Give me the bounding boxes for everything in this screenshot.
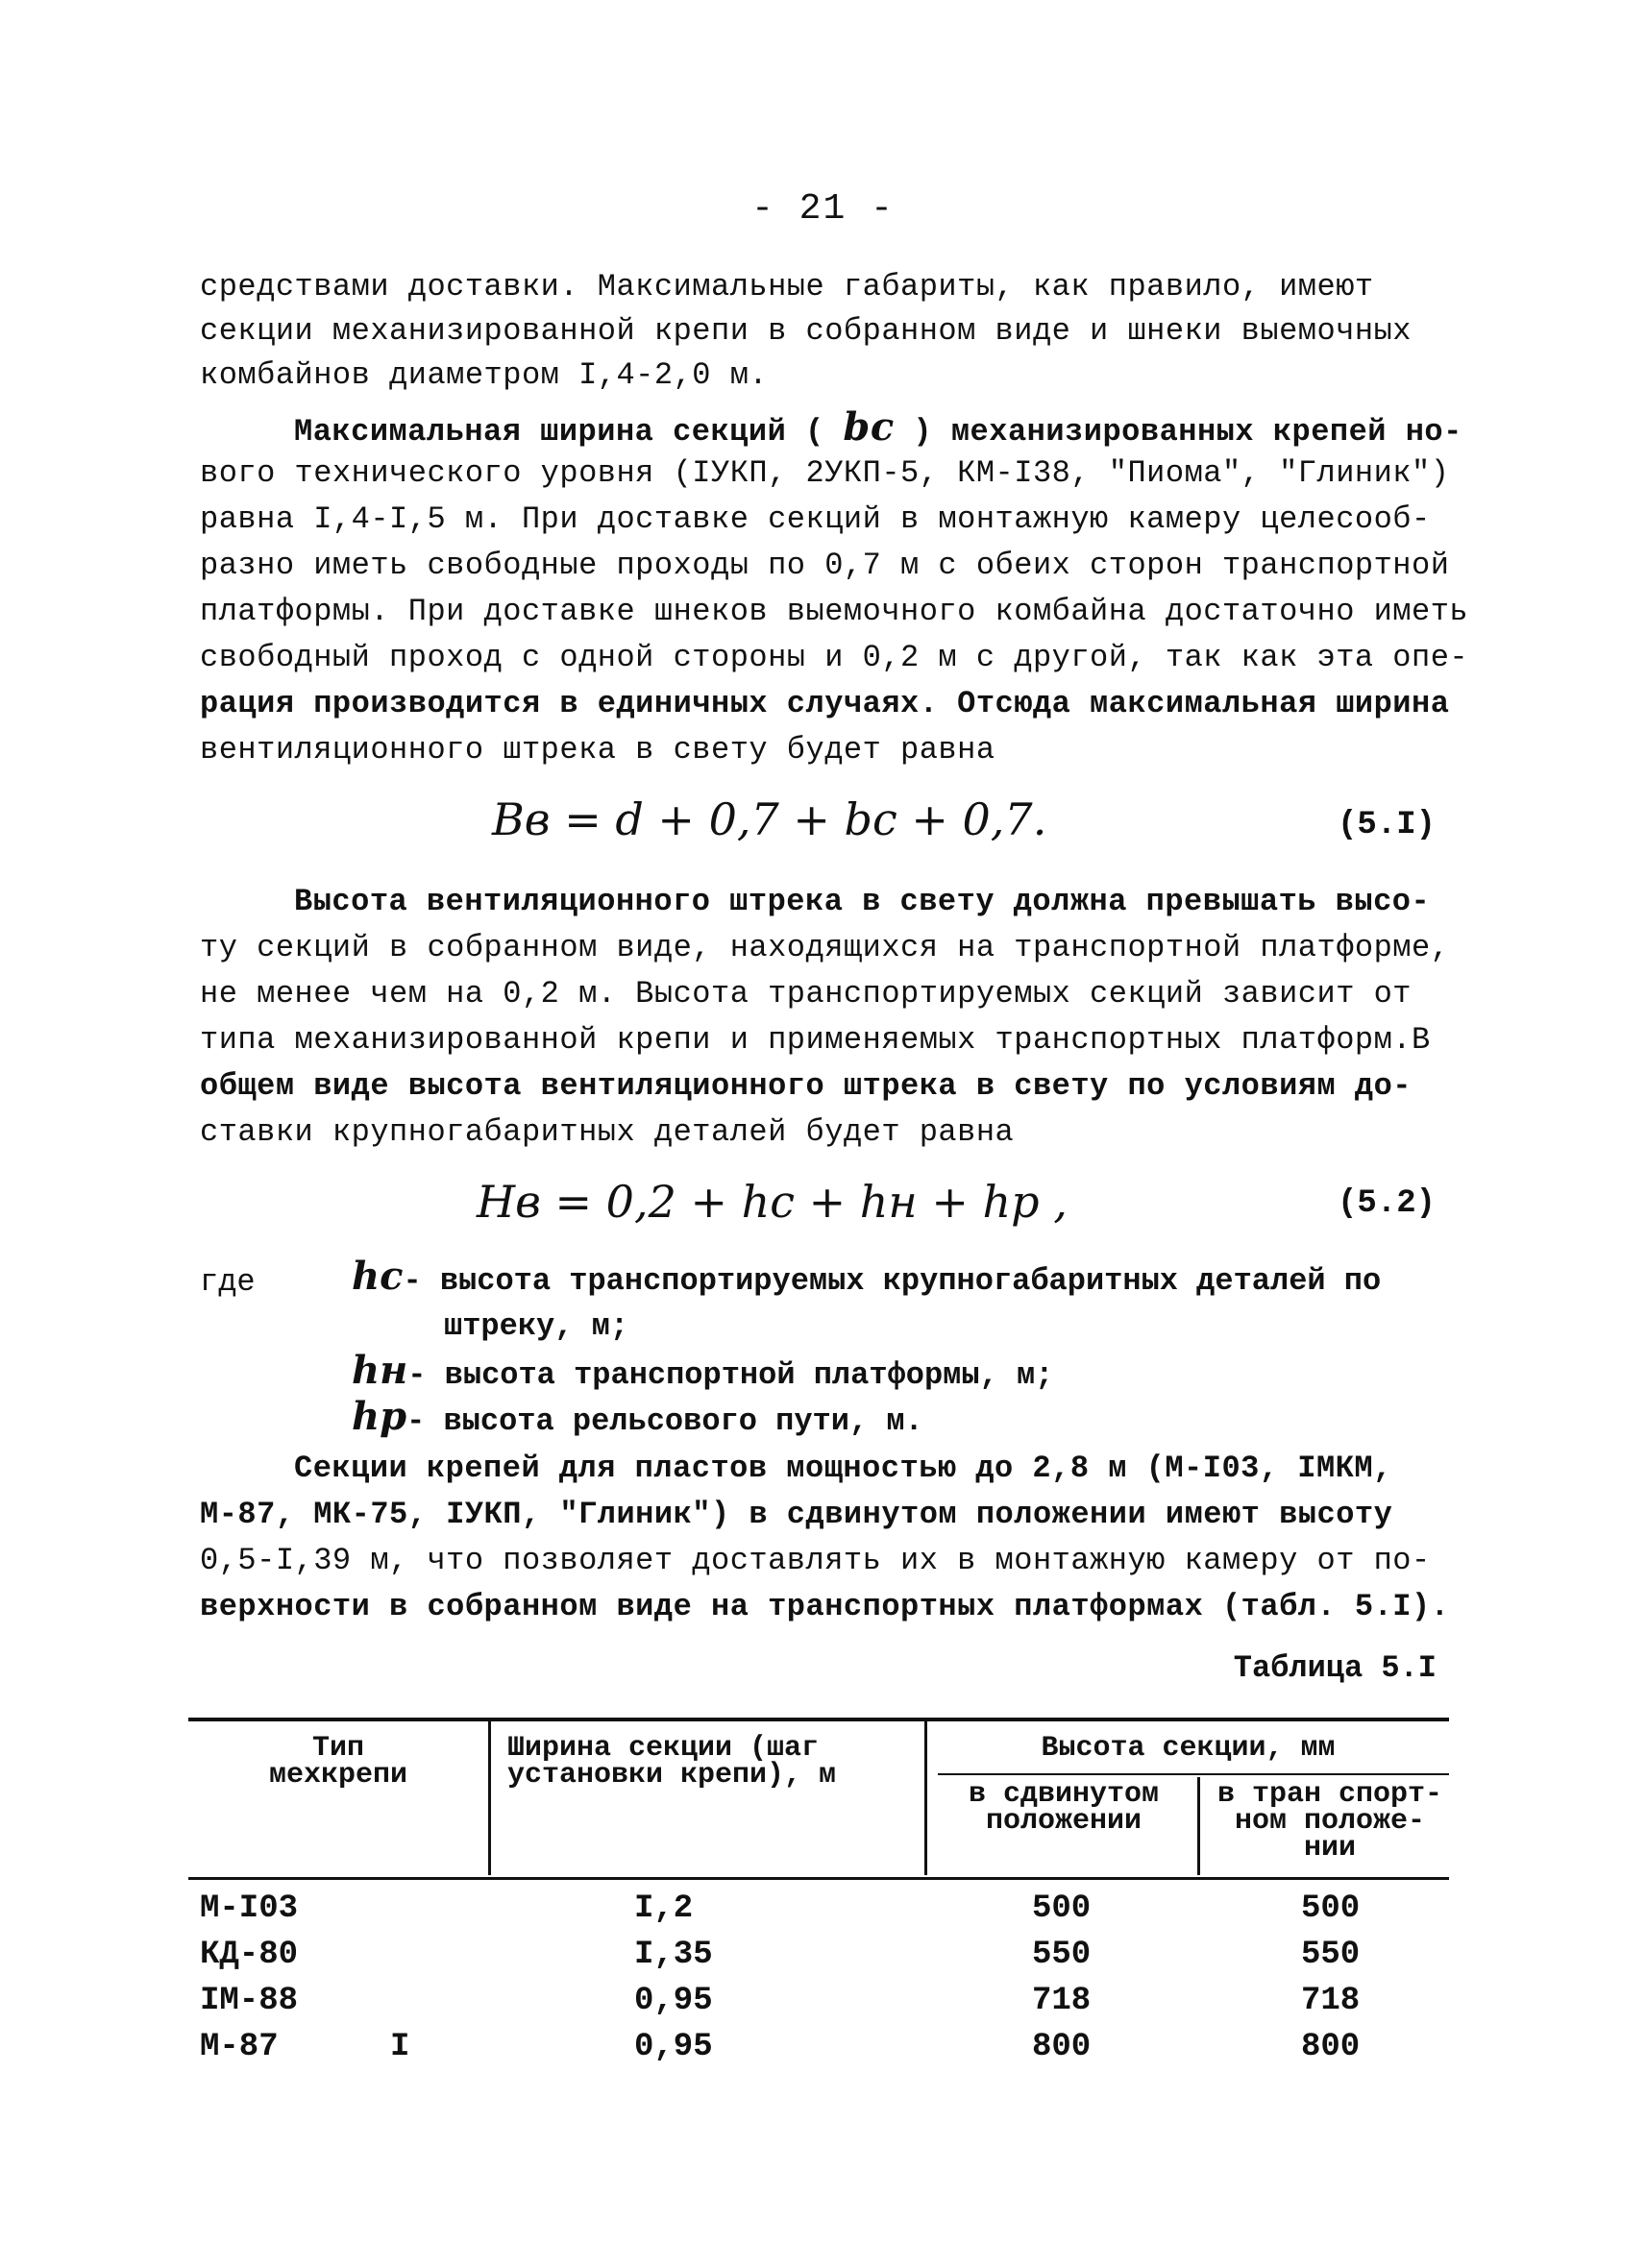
definition-hn — [352, 1349, 1053, 1398]
row-3-type: IМ-88 — [200, 1983, 299, 2019]
paragraph-2-line-1-end: ) механизированных крепей но- — [894, 414, 1462, 450]
row-4-transport: 800 — [1301, 2029, 1361, 2065]
where-label: где — [200, 1264, 256, 1300]
formula-5-1-number: (5.I) — [1338, 807, 1437, 843]
paragraph-4-line-3: 0,5-I,39 м, что позволяет доставлять их в монтажную камеру от по- — [200, 1543, 1431, 1578]
symbol-hp: hр — [352, 1394, 407, 1439]
definition-hp-text: - высота рельсового пути, м. — [406, 1403, 923, 1439]
formula-5-1: Bв = d + 0,7 + bc + 0,7. — [492, 793, 1047, 845]
formula-5-2-number: (5.2) — [1338, 1185, 1437, 1222]
row-3-transport: 718 — [1301, 1983, 1361, 2019]
page-number: - 21 - — [751, 188, 895, 230]
formula-5-2: Hв = 0,2 + hc + hн + hр , — [477, 1176, 1068, 1228]
paragraph-1-line-1: средствами доставки. Максимальные габариты, как правило, имеют — [200, 269, 1374, 305]
header-width: Ширина секции (шаг установки крепи), м — [507, 1732, 837, 1792]
paragraph-1-line-2: секции механизированной крепи в собранном виде и шнеки выемочных — [200, 313, 1412, 349]
paragraph-4-line-2: М-87, МК-75, IУКП, "Глиник") в сдвинутом положении имеют высоту — [200, 1497, 1393, 1532]
definition-hc — [352, 1255, 1381, 1304]
definition-hp — [352, 1395, 923, 1444]
row-4-extra: I — [390, 2029, 410, 2065]
row-4-type: М-87 — [200, 2029, 279, 2065]
paragraph-2-line-4: разно иметь свободные проходы по 0,7 м с обеих сторон транспортной — [200, 548, 1450, 583]
paragraph-2-line-6: свободный проход с одной стороны и 0,2 м с другой, так как эта опе- — [200, 640, 1469, 675]
paragraph-3-line-3: не менее чем на 0,2 м. Высота транспортируемых секций зависит от — [200, 976, 1412, 1012]
paragraph-2-line-5: платформы. При доставке шнеков выемочного комбайна достаточно иметь — [200, 594, 1469, 629]
paragraph-2-line-8: вентиляционного штрека в свету будет равна — [200, 732, 995, 768]
header-shifted: в сдвинутом положении — [968, 1778, 1160, 1838]
table-subheader-line — [938, 1773, 1449, 1775]
header-transport: в тран спорт- ном положе- нии — [1216, 1778, 1443, 1865]
row-1-width: I,2 — [634, 1890, 694, 1927]
row-2-type: КД-80 — [200, 1937, 299, 1973]
paragraph-4-line-1: Секции крепей для пластов мощностью до 2,8 м (М-I03, IМКМ, — [294, 1451, 1392, 1486]
definition-hc-continued: штреку, м; — [444, 1308, 629, 1344]
symbol-hc: hc — [352, 1254, 404, 1299]
paragraph-3-line-1: Высота вентиляционного штрека в свету должна превышать высо- — [294, 884, 1431, 919]
row-4-width: 0,95 — [634, 2029, 713, 2065]
definition-hc-text: - высота транспортируемых крупногабаритных деталей по — [403, 1263, 1382, 1299]
row-2-transport: 550 — [1301, 1937, 1361, 1973]
header-type: Тип мехкрепи — [268, 1732, 408, 1792]
paragraph-4-line-4: верхности в собранном виде на транспортных платформах (табл. 5.I). — [200, 1589, 1450, 1624]
paragraph-3-line-2: ту секций в собранном виде, находящихся на транспортной платформе, — [200, 930, 1450, 965]
paragraph-2-line-1-start: Максимальная ширина секций ( — [294, 414, 844, 450]
table-caption: Таблица 5.I — [1233, 1650, 1437, 1686]
paragraph-3-line-5: общем виде высота вентиляционного штрека в свету по условиям до- — [200, 1068, 1412, 1104]
paragraph-2-line-7: рация производится в единичных случаях. Отсюда максимальная ширина — [200, 686, 1450, 721]
row-2-width: I,35 — [634, 1937, 713, 1973]
header-height-group: Высота секции, мм — [1041, 1732, 1336, 1765]
paragraph-2-line-2: вого технического уровня (IУКП, 2УКП-5, КМ-I38, "Пиома", "Глиник") — [200, 455, 1450, 491]
row-3-shifted: 718 — [1032, 1983, 1092, 2019]
paragraph-3-line-4: типа механизированной крепи и применяемых транспортных платформ.В — [200, 1022, 1431, 1058]
paragraph-1-line-3: комбайнов диаметром I,4-2,0 м. — [200, 357, 769, 393]
row-4-shifted: 800 — [1032, 2029, 1092, 2065]
row-1-shifted: 500 — [1032, 1890, 1092, 1927]
symbol-bc: bc — [843, 404, 895, 450]
row-1-transport: 500 — [1301, 1890, 1361, 1927]
paragraph-2-line-3: равна I,4-I,5 м. При доставке секций в монтажную камеру целесооб- — [200, 501, 1431, 537]
table-divider-1 — [488, 1721, 491, 1875]
paragraph-2-line-1 — [294, 405, 1462, 454]
row-1-type: М-I03 — [200, 1890, 299, 1927]
row-2-shifted: 550 — [1032, 1937, 1092, 1973]
definition-hn-text: - высота транспортной платформы, м; — [407, 1357, 1054, 1393]
table-header — [188, 1718, 1449, 1880]
symbol-hn: hн — [352, 1348, 408, 1393]
paragraph-3-line-6: ставки крупногабаритных деталей будет равна — [200, 1114, 1015, 1150]
row-3-width: 0,95 — [634, 1983, 713, 2019]
